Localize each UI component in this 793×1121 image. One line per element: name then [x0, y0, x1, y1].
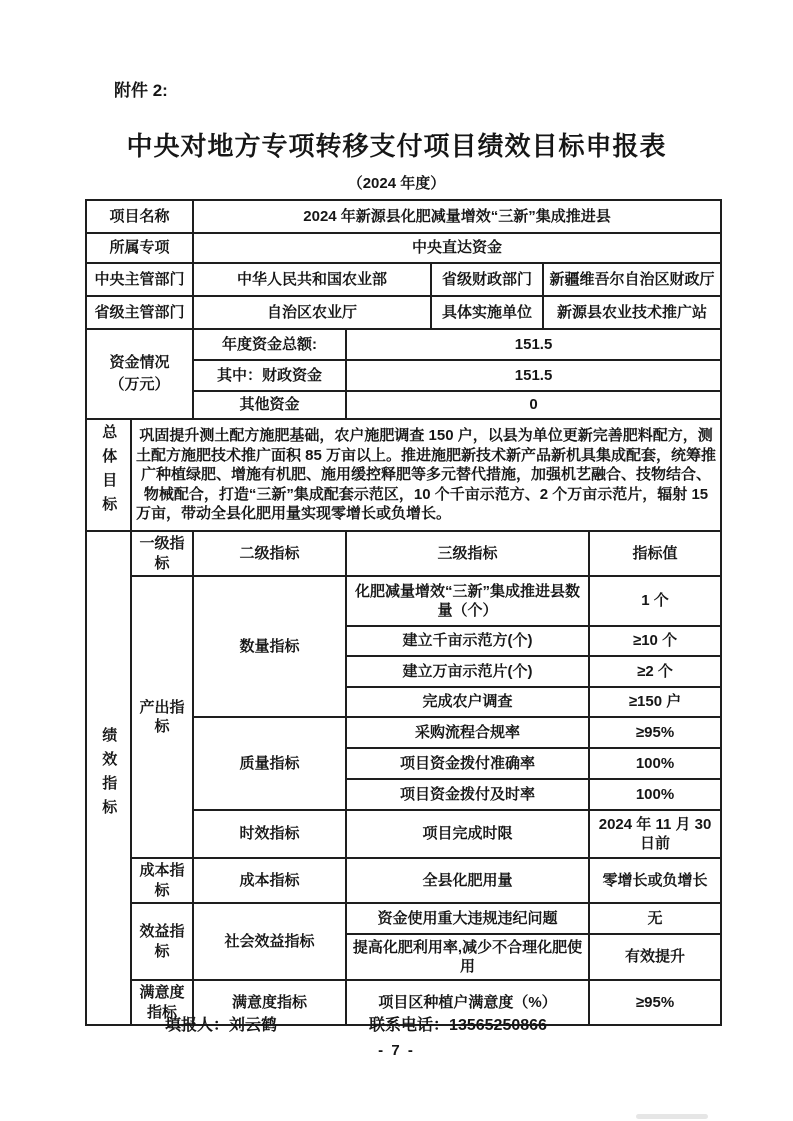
- row-funding-total: [86, 329, 721, 360]
- level2-satisfaction: 满意度指标: [193, 980, 346, 1025]
- project-name-label: 项目名称: [86, 200, 193, 233]
- row-central-dept: [86, 263, 721, 296]
- document-year-subtitle: （2024 年度）: [347, 175, 446, 192]
- overall-goal-label: 总体目标: [86, 419, 131, 531]
- indicator-name: 项目资金拨付准确率: [346, 748, 589, 779]
- indicator-row: [86, 858, 721, 903]
- header-level2: 二级指标: [193, 531, 346, 576]
- indicator-value: ≥10 个: [589, 626, 721, 656]
- funding-total-value: 151.5: [346, 329, 721, 360]
- impl-unit-label: 具体实施单位: [431, 296, 543, 329]
- row-indicator-headers: [86, 531, 721, 576]
- indicator-value: 有效提升: [589, 934, 721, 980]
- overall-goal-text: 巩固提升测土配方施肥基础，农户施肥调查 150 户，以县为单位更新完善肥料配方，测土配方施肥技术推广面积 85 万亩以上。推进施肥新技术新产品新机具集成配套，统筹推广种植绿肥、增施有机肥、施用缓控释肥等多元替代措施，加强机艺融合、技物结合、物械配合，打造“三新”集成配套示范区，10 个千亩示范方、2 个万亩示范片，辐射 15 万亩，带动全县化肥用量实现零增长或负增长。: [131, 419, 721, 531]
- performance-indicators-label: 绩效指标: [86, 531, 131, 1025]
- indicator-name: 资金使用重大违规违纪问题: [346, 903, 589, 934]
- filler-name: 刘云鹤: [229, 1017, 278, 1034]
- row-prov-dept: [86, 296, 721, 329]
- funding-label-line2: （万元）: [109, 376, 170, 393]
- indicator-value: ≥95%: [589, 980, 721, 1025]
- funding-label-line1: 资金情况: [109, 354, 170, 372]
- page-number: - 7 -: [378, 1042, 415, 1059]
- scan-smudge: [636, 1114, 708, 1119]
- indicator-name: 建立千亩示范方(个): [346, 626, 589, 656]
- indicator-row: [86, 903, 721, 934]
- application-form-table: [85, 199, 722, 1026]
- program-value: 中央直达资金: [193, 233, 721, 263]
- project-name-value: 2024 年新源县化肥减量增效“三新”集成推进县: [193, 200, 721, 233]
- row-project-name: [86, 200, 721, 233]
- level2-quality: 质量指标: [193, 717, 346, 810]
- row-overall-goal: [86, 419, 721, 531]
- indicator-name: 化肥减量增效“三新”集成推进县数量（个）: [346, 576, 589, 626]
- funding-fiscal-label: 其中：财政资金: [193, 360, 346, 391]
- level2-cost: 成本指标: [193, 858, 346, 903]
- indicator-value: 1 个: [589, 576, 721, 626]
- form-footer: [165, 1012, 547, 1035]
- funding-fiscal-value: 151.5: [346, 360, 721, 391]
- central-dept-label: 中央主管部门: [86, 263, 193, 296]
- header-value: 指标值: [589, 531, 721, 576]
- indicator-name: 完成农户调查: [346, 687, 589, 717]
- indicator-value: 2024 年 11 月 30 日前: [589, 810, 721, 858]
- prov-dept-label: 省级主管部门: [86, 296, 193, 329]
- phone-value: 13565250866: [449, 1017, 547, 1034]
- indicator-name: 项目资金拨付及时率: [346, 779, 589, 810]
- level1-cost: 成本指标: [131, 858, 193, 903]
- header-level1: 一级指标: [131, 531, 193, 576]
- filler-label: 填报人：: [165, 1017, 230, 1034]
- indicator-name: 全县化肥用量: [346, 858, 589, 903]
- indicator-value: 零增长或负增长: [589, 858, 721, 903]
- phone-label: 联系电话：: [369, 1017, 450, 1034]
- impl-unit-value: 新源县农业技术推广站: [543, 296, 721, 329]
- indicator-value: 100%: [589, 748, 721, 779]
- program-label: 所属专项: [86, 233, 193, 263]
- attachment-label: 附件 2:: [114, 81, 168, 100]
- level1-output: 产出指标: [131, 576, 193, 858]
- indicator-name: 提高化肥利用率,减少不合理化肥使用: [346, 934, 589, 980]
- indicator-value: 无: [589, 903, 721, 934]
- prov-finance-value: 新疆维吾尔自治区财政厅: [543, 263, 721, 296]
- indicator-name: 采购流程合规率: [346, 717, 589, 748]
- level2-quantity: 数量指标: [193, 576, 346, 717]
- level1-satisfaction: 满意度指标: [131, 980, 193, 1025]
- funding-other-value: 0: [346, 391, 721, 419]
- level2-timeliness: 时效指标: [193, 810, 346, 858]
- level1-benefit: 效益指标: [131, 903, 193, 980]
- indicator-value: ≥95%: [589, 717, 721, 748]
- prov-dept-value: 自治区农业厅: [193, 296, 431, 329]
- funding-total-label: 年度资金总额:: [193, 329, 346, 360]
- prov-finance-label: 省级财政部门: [431, 263, 543, 296]
- indicator-value: ≥2 个: [589, 656, 721, 687]
- level2-social-benefit: 社会效益指标: [193, 903, 346, 980]
- document-title: 中央对地方专项转移支付项目绩效目标申报表: [126, 131, 667, 161]
- indicator-name: 建立万亩示范片(个): [346, 656, 589, 687]
- indicator-value: 100%: [589, 779, 721, 810]
- funding-other-label: 其他资金: [193, 391, 346, 419]
- funding-section-label: [86, 329, 193, 419]
- row-program: [86, 233, 721, 263]
- indicator-row: [86, 576, 721, 626]
- header-level3: 三级指标: [346, 531, 589, 576]
- central-dept-value: 中华人民共和国农业部: [193, 263, 431, 296]
- indicator-name: 项目完成时限: [346, 810, 589, 858]
- indicator-value: ≥150 户: [589, 687, 721, 717]
- indicator-name: 项目区种植户满意度（%）: [346, 980, 589, 1025]
